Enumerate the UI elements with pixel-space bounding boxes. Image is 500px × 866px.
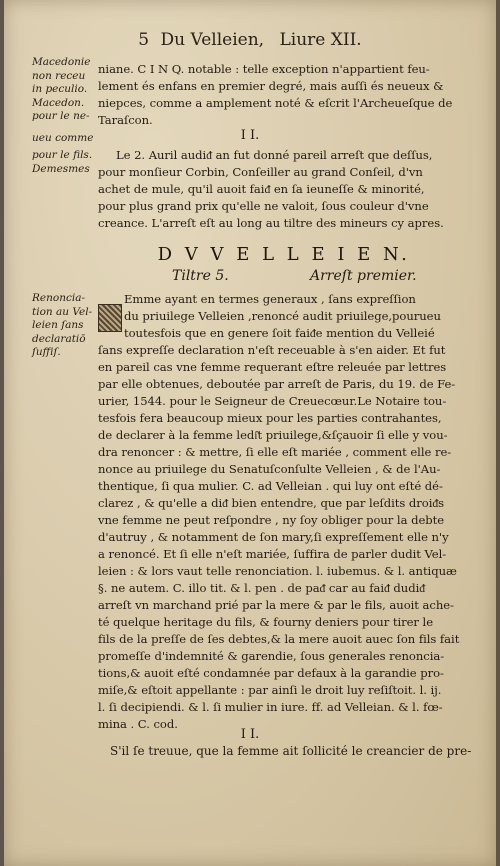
text-line: lement és enfans en premier degré, mais auſſi és neueux & (98, 79, 444, 93)
page-number: 5 (138, 30, 150, 50)
margin-note-line: ueu comme (32, 131, 94, 144)
text-line: mina . C. cod. (98, 717, 178, 731)
text-line: Le 2. Auril audiᵭ an fut donné pareil arreſt que deſſus, (116, 148, 433, 162)
section-numeral: I I. (240, 727, 260, 742)
margin-note-line: Macedon. (32, 96, 85, 109)
text-line: vne femme ne peut reſpondre , ny ſoy obliger pour la debte (98, 513, 445, 527)
text-line: Taraſcon. (98, 113, 153, 127)
text-line: pour monſieur Corbin, Conſeiller au grand Conſeil, d'vn (98, 165, 423, 179)
text-line: leien : & lors vaut telle renonciation. l. iubemus. & l. antiquæ (98, 564, 457, 578)
text-line: thentique, ſi qua mulier. C. ad Velleian . qui luy ont eſté dé- (98, 479, 443, 493)
margin-note-line: Macedonie (32, 56, 91, 68)
text-line: ſans expreſſe declaration n'eſt receuable à s'en aider. Et fut (98, 343, 446, 357)
margin-note-top (32, 56, 94, 176)
text-line: niepces, comme a amplement noté & eſcrit l'Archeueſque de (98, 96, 453, 110)
margin-note-line: in peculio. (32, 83, 88, 95)
header-title: Du Velleien, (160, 30, 265, 50)
text-line: promeſſe d'indemnité & garendie, ſous generales renoncia- (98, 649, 445, 663)
text-line: té quelque heritage du fils, & fourny deniers pour tirer le (98, 615, 434, 629)
margin-note-bottom (32, 292, 94, 360)
tiltre-label: Tiltre 5. (172, 268, 229, 284)
text-line: par elle obtenues, deboutée par arreſt de Paris, du 19. de Fe- (98, 377, 456, 391)
header-chapter: Liure XII. (279, 30, 362, 50)
text-line: du priuilege Velleien ,renoncé audit priuilege,pourueu (124, 309, 441, 323)
text-line: §. ne autem. C. illo tit. & l. pen . de paᵭ car au faiᵭ dudiᵭ (98, 581, 425, 595)
arrest-label: Arreſt premier. (310, 268, 417, 284)
text-line: a renoncé. Et ſi elle n'eſt mariée, ſuffira de parler dudit Vel- (98, 547, 447, 561)
running-header (0, 30, 500, 50)
text-line: urier, 1544. pour le Seigneur de Creuecœur.Le Notaire tou- (98, 394, 447, 408)
margin-note-line: Renoncia- (32, 292, 86, 304)
text-line: pour plus grand prix qu'elle ne valoit, ſous couleur d'vne (98, 199, 429, 213)
section-title: D V V E L L E I E N. (157, 244, 411, 265)
text-line: l. ſi decipiendi. & l. ſi mulier in iure. ff. ad Velleian. & l. fœ- (98, 700, 443, 714)
margin-note-line: non receu (32, 69, 86, 82)
section-numeral: I I. (240, 128, 260, 143)
text-line: dra renoncer : & mettre, ſi elle eſt mariée , comment elle re- (98, 445, 452, 459)
margin-note-line: pour le ne- (32, 110, 90, 122)
text-line: clarez , & qu'elle a diᵭ bien entendre, que par leſdits droiᵭs (98, 496, 445, 510)
margin-note-line: leien ſans (32, 319, 84, 331)
text-line: toutesfois que en genere ſoit faiᵭe mention du Velleié (124, 326, 435, 340)
margin-note-line: ſuffiſ. (32, 346, 61, 358)
margin-note-line: pour le fils. (32, 149, 93, 161)
text-line: miſe,& eſtoit appellante : par ainſi le droit luy reſiſtoit. l. ij. (98, 683, 442, 697)
text-line: Emme ayant en termes generaux , ſans expreſſion (124, 292, 416, 306)
margin-note-line: Demesmes (32, 162, 90, 175)
text-line: de declarer à la femme ledi͂t priuilege,&ſçauoir ſi elle y vou- (98, 428, 448, 442)
text-line: nonce au priuilege du Senatuſconſulte Velleien , & de l'Au- (98, 462, 441, 476)
text-line: tesfois fera beaucoup mieux pour les parties contrahantes, (98, 411, 442, 425)
text-line: arreſt vn marchand prié par la mere & par le fils, auoit ache- (98, 598, 454, 612)
text-line: d'autruy , & notamment de ſon mary,ſi expreſſement elle n'y (98, 530, 449, 544)
text-line: achet de mule, qu'il auoit faiᵭ en ſa ieuneſſe & minorité, (98, 182, 425, 196)
margin-note-line: tion au Vel- (32, 305, 93, 318)
text-line: niane. C I N Q. notable : telle exception n'appartient feu- (98, 62, 430, 76)
text-line: creance. L'arreſt eſt au long au tiltre des mineurs cy apres. (98, 216, 444, 230)
text-line: tions,& auoit eſté condamnée par defaux à la garandie pro- (98, 666, 444, 680)
margin-note-line: declaratiō (32, 332, 86, 345)
text-line: en pareil cas vne femme requerant eſtre releuée par lettres (98, 360, 447, 374)
decorated-initial (98, 304, 122, 332)
text-line: fils de la preſſe de ſes debtes,& la mere auoit auec ſon fils fait (98, 632, 460, 646)
text-line: S'il ſe treuue, que la femme ait ſollicité le creancier de pre- (110, 744, 472, 758)
